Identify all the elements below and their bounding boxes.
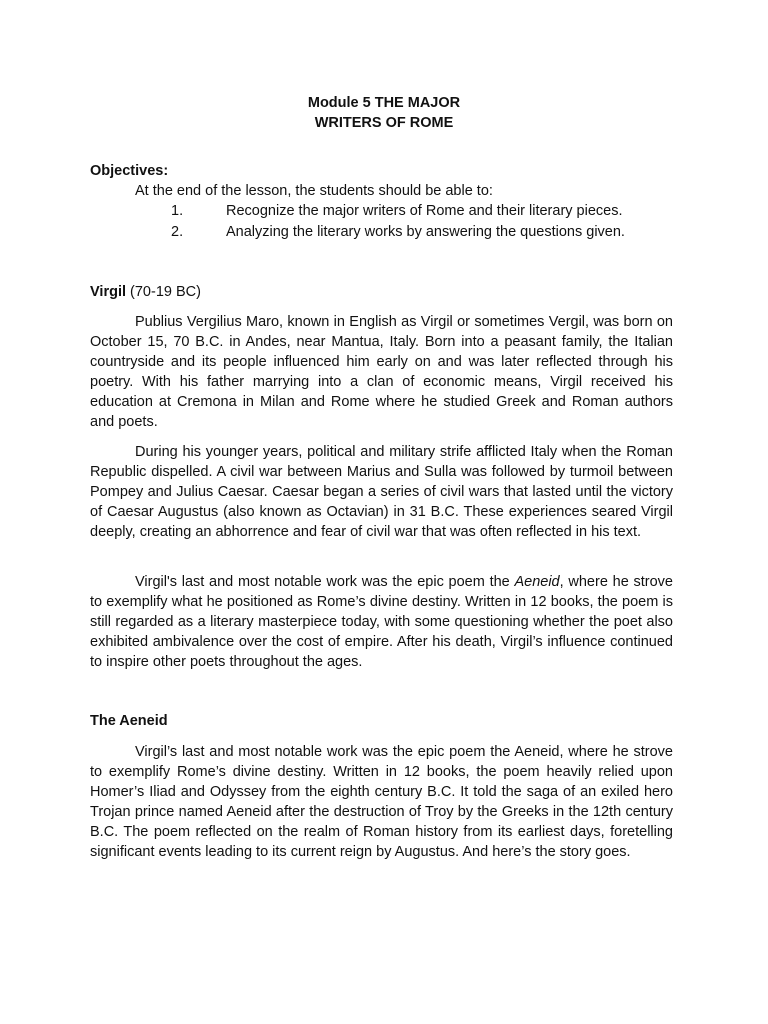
- aeneid-title-italic: Aeneid: [514, 574, 560, 590]
- objectives-intro: At the end of the lesson, the students should be able to:: [135, 183, 493, 199]
- objective-number: 2.: [171, 224, 184, 240]
- virgil-paragraph-3: [90, 572, 673, 672]
- aeneid-paragraph: Virgil’s last and most notable work was the epic poem the Aeneid, where he strove to exemplify Rome’s divine destiny. Written in 12 books, the poem heavily relied upon Homer’s Iliad and Odyssey from the eighth century B.C. It told the saga of an exiled hero Trojan prince named Aeneid after the destruction of Troy by the Greeks in the 12th century B.C. The poem reflected on the realm of Roman history from its earliest days, foretelling significant events leading to its current reign by Augustus. And here’s the story goes.: [90, 744, 673, 860]
- virgil-name: Virgil: [90, 284, 126, 300]
- virgil-heading: [90, 282, 201, 302]
- objectives-heading: Objectives:: [90, 163, 169, 179]
- paragraph-text: Virgil's last and most notable work was the epic poem the: [135, 574, 515, 590]
- document-title-line-2: WRITERS OF ROME: [314, 115, 454, 131]
- virgil-dates: (70-19 BC): [126, 284, 201, 300]
- objective-text: Analyzing the literary works by answering the questions given.: [226, 224, 625, 240]
- objective-number: 1.: [171, 203, 184, 219]
- virgil-paragraph-1: Publius Vergilius Maro, known in English as Virgil or sometimes Vergil, was born on October 15, 70 B.C. in Andes, near Mantua, Italy. Born into a peasant family, the Italian countryside and its people influenced him early on and was later reflected through his poetry. With his father marrying into a clan of economic means, Virgil received his education at Cremona in Milan and Rome where he studied Greek and Roman authors and poets.: [90, 314, 673, 430]
- virgil-paragraph-2: During his younger years, political and military strife afflicted Italy when the Roman Republic dispelled. A civil war between Marius and Sulla was followed by turmoil between Pompey and Julius Caesar. Caesar began a series of civil wars that lasted until the victory of Caesar Augustus (also known as Octavian) in 31 B.C. These experiences seared Virgil deeply, creating an abhorrence and fear of civil war that was often reflected in his text.: [90, 444, 673, 540]
- objective-text: Recognize the major writers of Rome and their literary pieces.: [226, 203, 623, 219]
- aeneid-heading: The Aeneid: [90, 713, 168, 729]
- document-title-line-1: Module 5 THE MAJOR: [307, 95, 461, 111]
- paragraph-text: , where he strove to exemplify what he positioned as Rome’s divine destiny. Written in 12 books, the poem is still regarded as a literary masterpiece today, with some questioning whether the poet also exhibited ambivalence over the cost of empire. After his death, Virgil’s influence continued to inspire other poets throughout the ages.: [90, 574, 673, 670]
